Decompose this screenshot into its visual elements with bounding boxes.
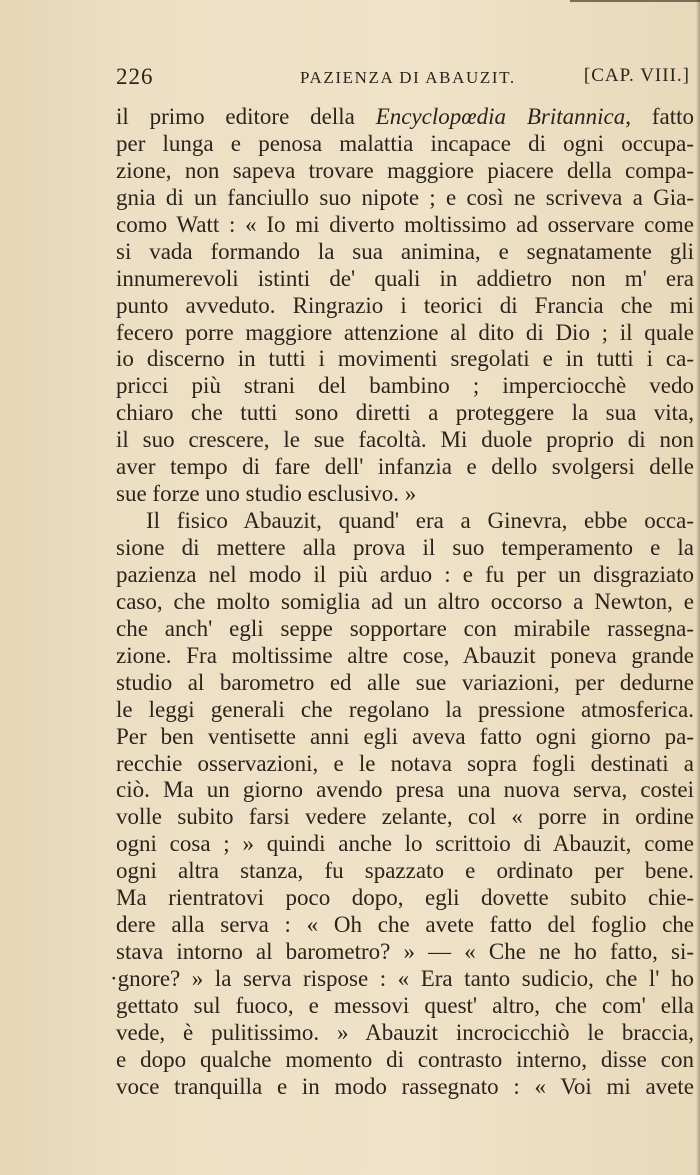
text-line: ciò. Ma un giorno avendo presa una nuova serva, costei — [116, 777, 694, 803]
text-line: si vada formando la sua animina, e segnatamente gli — [116, 238, 694, 264]
text-line: il suo crescere, le sue facoltà. Mi duole proprio di non — [116, 427, 694, 453]
text-line: dere alla serva : « Oh che avete fatto del foglio che — [116, 912, 694, 938]
text-line: zione, non sapeva trovare maggiore piacere della compa- — [116, 157, 694, 183]
text-line: io discerno in tutti i movimenti sregolati e in tutti i ca- — [116, 346, 694, 372]
text-line: caso, che molto somiglia ad un altro occorso a Newton, e — [116, 588, 694, 614]
running-title: PAZIENZA DI ABAUZIT. — [300, 68, 516, 87]
text-line: ·gnore? » la serva rispose : « Era tanto sudicio, che l' ho — [110, 966, 694, 991]
text-line: pricci più strani del bambino ; imperciocchè vedo — [116, 373, 694, 399]
text-line: recchie osservazioni, e le notava sopra fogli destinati a — [116, 750, 694, 776]
text-line: como Watt : « Io mi diverto moltissimo ad osservare come — [116, 211, 694, 237]
text-line: sue forze uno studio esclusivo. » — [116, 481, 417, 507]
text-line: fecero porre maggiore attenzione al dito di Dio ; il quale — [116, 319, 694, 345]
text-line: volle subito farsi vedere zelante, col « porre in ordine — [116, 804, 694, 830]
text-line: innumerevoli istinti de' quali in addietro non m' era — [116, 265, 694, 291]
text-line: per lunga e penosa malattia incapace di ogni occupa- — [116, 130, 694, 156]
text-line: sione di mettere alla prova il suo temperamento e la — [116, 535, 694, 560]
text-line: vede, è pulitissimo. » Abauzit incrocicchiò le braccia, — [116, 1019, 694, 1045]
text-line: Ma rientratovi poco dopo, egli dovette subito chie- — [116, 885, 694, 911]
text-line: gnia di un fanciullo suo nipote ; e così ne scriveva a Gia- — [116, 184, 694, 210]
text-line: studio al barometro ed alle sue variazioni, per dedurne — [116, 669, 694, 695]
text-line: punto avveduto. Ringrazio i teorici di Francia che mi — [116, 292, 694, 318]
text-line: il primo editore della Encyclopœdia Britannica, fatto — [116, 104, 694, 129]
page-right-edge-shadow — [696, 0, 700, 1175]
page-edge-rule — [570, 0, 700, 2]
page-number: 226 — [116, 64, 154, 89]
running-header — [116, 64, 694, 94]
text-line: e dopo qualche momento di contrasto interno, disse con — [116, 1046, 694, 1072]
italic-title: Encyclopœdia Britannica — [375, 104, 626, 129]
text-line: pazienza nel modo il più arduo : e fu per un disgraziato — [116, 561, 694, 587]
chapter-label: [CAP. VIII.] — [583, 65, 690, 86]
text-line: che anch' egli seppe sopportare con mirabile rassegna- — [116, 615, 694, 641]
text-line: Per ben ventisette anni egli aveva fatto ogni giorno pa- — [116, 723, 694, 749]
text-line: aver tempo di fare dell' infanzia e dello svolgersi delle — [116, 454, 694, 480]
body-text — [110, 104, 694, 1101]
text-line: le leggi generali che regolano la pressione atmosferica. — [116, 696, 694, 722]
text-line: gettato sul fuoco, e messovi quest' altro, che com' ella — [116, 992, 694, 1018]
text-line: zione. Fra moltissime altre cose, Abauzit poneva grande — [116, 642, 694, 668]
text-line: voce tranquilla e in modo rassegnato : « Voi mi avete — [116, 1073, 694, 1099]
text-line: ogni cosa ; » quindi anche lo scrittoio di Abauzit, come — [116, 831, 694, 857]
paragraph-start-line: Il fisico Abauzit, quand' era a Ginevra, ebbe occa- — [146, 508, 694, 534]
text-line: ogni altra stanza, fu spazzato e ordinato per bene. — [116, 858, 694, 884]
text-line: stava intorno al barometro? » — « Che ne ho fatto, si- — [116, 939, 694, 965]
text-line: chiaro che tutti sono diretti a proteggere la sua vita, — [116, 400, 694, 426]
